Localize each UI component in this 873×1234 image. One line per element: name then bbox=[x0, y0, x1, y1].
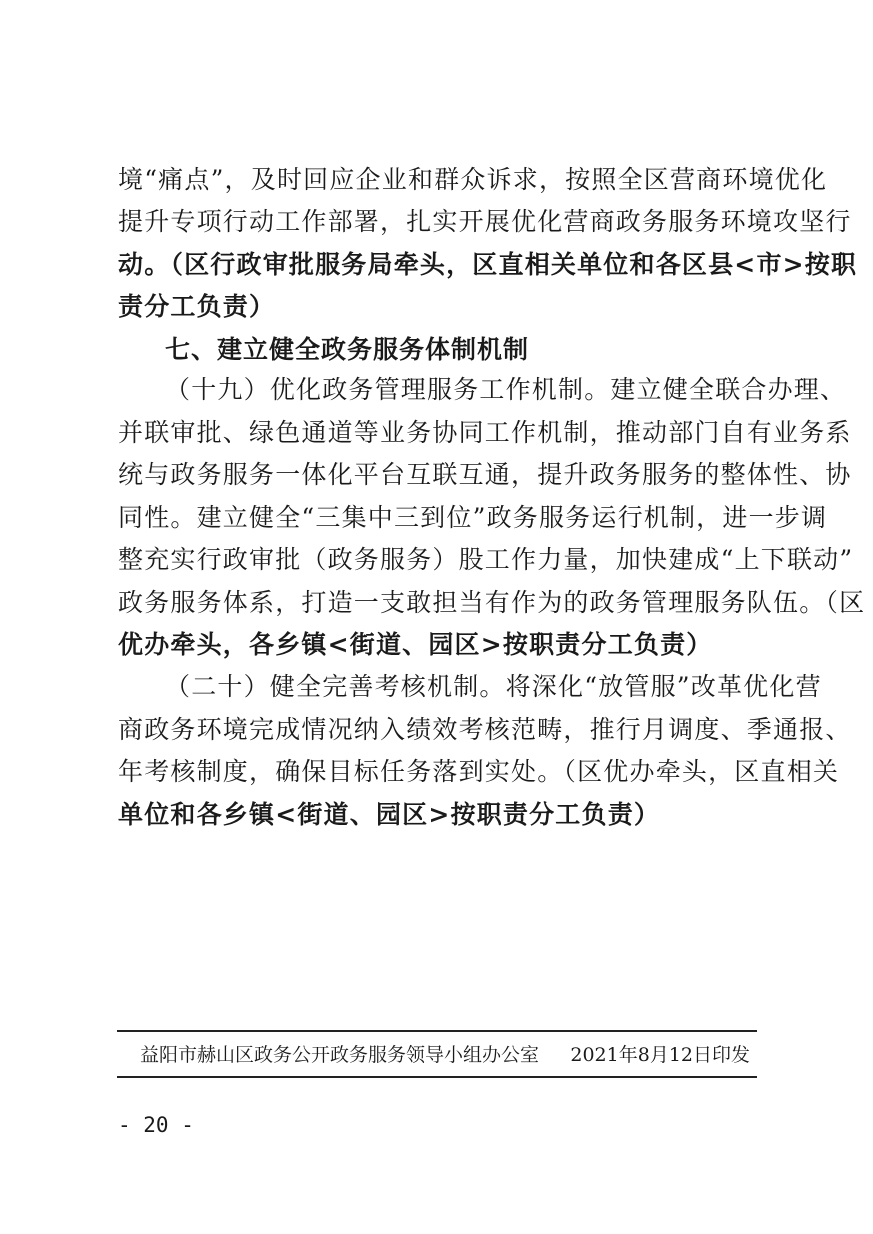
para19-line-3: 统与政务服务一体化平台互联互通，提升政务服务的整体性、协 bbox=[118, 460, 852, 489]
body-line-4: 责分工负责） bbox=[118, 292, 276, 321]
para20-line-2: 商政务环境完成情况纳入绩效考核范畴，推行月调度、季通报、 bbox=[118, 715, 852, 744]
footer-date: 2021年8月12日印发 bbox=[570, 1044, 750, 1066]
footer-issuer: 益阳市赫山区政务公开政务服务领导小组办公室 bbox=[140, 1044, 540, 1066]
para19-line-7: 优办牵头，各乡镇<街道、园区>按职责分工负责） bbox=[118, 630, 713, 659]
body-line-2: 提升专项行动工作部署，扎实开展优化营商政务服务环境攻坚行 bbox=[118, 207, 852, 236]
para19-line-2: 并联审批、绿色通道等业务协同工作机制，推动部门自有业务系 bbox=[118, 418, 852, 447]
para20-line-4: 单位和各乡镇<街道、园区>按职责分工负责） bbox=[118, 800, 661, 829]
para19-line-5: 整充实行政审批（政务服务）股工作力量，加快建成“上下联动” bbox=[118, 545, 854, 574]
body-line-1: 境“痛点”，及时回应企业和群众诉求，按照全区营商环境优化 bbox=[118, 165, 828, 194]
body-line-3: 动。（区行政审批服务局牵头，区直相关单位和各区县<市>按职 bbox=[118, 250, 858, 279]
footer-top-rule bbox=[117, 1030, 757, 1032]
para20-line-1: （二十）健全完善考核机制。将深化“放管服”改革优化营 bbox=[165, 672, 822, 701]
page-number: - 20 - bbox=[118, 1113, 194, 1137]
para20-line-3: 年考核制度，确保目标任务落到实处。（区优办牵头，区直相关 bbox=[118, 757, 840, 786]
para19-line-1: （十九）优化政务管理服务工作机制。建立健全联合办理、 bbox=[165, 375, 847, 404]
para19-line-4: 同性。建立健全“三集中三到位”政务服务运行机制，进一步调 bbox=[118, 503, 828, 532]
footer bbox=[140, 1042, 750, 1068]
para19-line-6: 政务服务体系，打造一支敢担当有作为的政务管理服务队伍。（区 bbox=[118, 588, 866, 617]
section-heading: 七、建立健全政务服务体制机制 bbox=[165, 335, 530, 364]
footer-bottom-rule bbox=[117, 1076, 757, 1078]
